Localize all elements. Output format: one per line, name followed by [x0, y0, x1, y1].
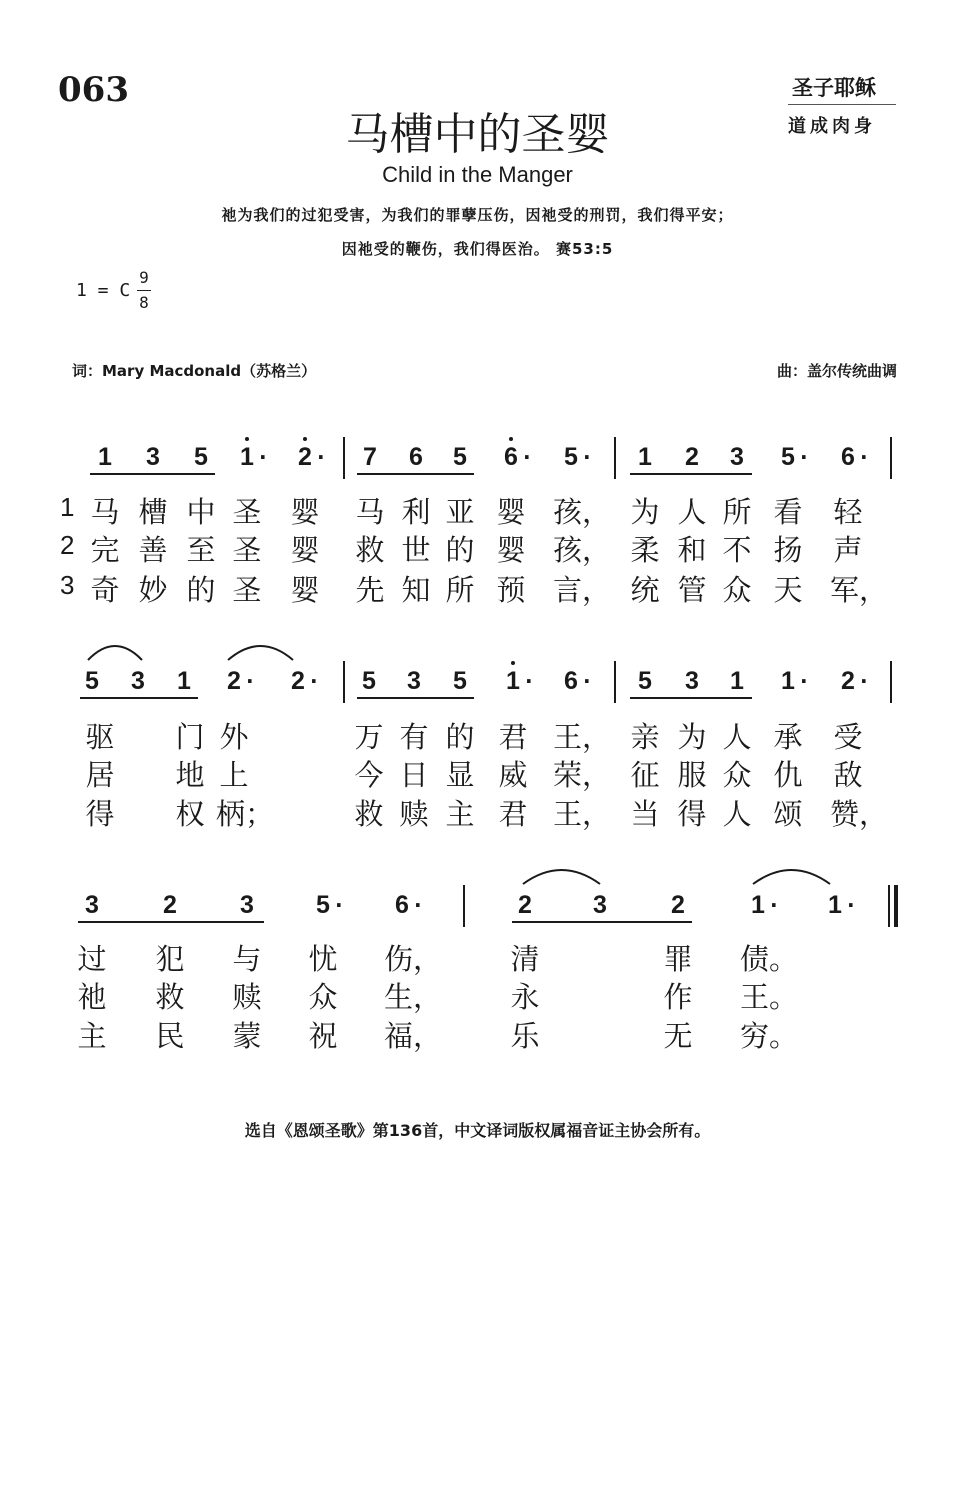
lyric-syllable: 王。 — [740, 980, 799, 1014]
note: 1 — [177, 667, 191, 695]
hymn-title: 马槽中的圣婴 — [345, 109, 610, 160]
lyric-syllable: 至 — [186, 533, 216, 567]
composer-credit: 曲：盖尔传统曲调 — [776, 362, 897, 380]
lyric-syllable: 婴 — [290, 573, 320, 607]
lyric-syllable: 伤， — [384, 942, 443, 976]
note: 6 — [504, 443, 518, 471]
lyric-syllable: 马 — [90, 495, 120, 529]
lyric-syllable: 孩， — [553, 495, 612, 529]
lyric-syllable: 的 — [445, 720, 475, 754]
note: 5 — [194, 443, 208, 471]
hymn-subtitle: Child in the Manger — [382, 162, 573, 187]
note: 5 — [453, 443, 467, 471]
augmentation-dot: · — [525, 669, 533, 693]
final-barline — [894, 885, 898, 927]
augmentation-dot: · — [259, 445, 267, 469]
lyric-syllable: 颂 — [773, 797, 803, 831]
note: 3 — [685, 667, 699, 695]
note: 3 — [407, 667, 421, 695]
lyric-syllable: 今 — [354, 758, 384, 792]
lyric-syllable: 世 — [401, 533, 431, 567]
category-sub: 道成肉身 — [788, 116, 876, 137]
lyric-syllable: 人 — [722, 797, 752, 831]
lyric-syllable: 预 — [496, 573, 526, 607]
lyric-syllable: 众 — [308, 980, 338, 1014]
augmentation-dot: · — [246, 669, 254, 693]
slur — [228, 642, 293, 662]
note: 1 — [638, 443, 652, 471]
lyric-syllable: 知 — [401, 573, 431, 607]
lyric-syllable: 所 — [722, 495, 752, 529]
note: 5 — [564, 443, 578, 471]
lyric-syllable: 祝 — [308, 1019, 338, 1053]
note: 2 — [518, 891, 532, 919]
lyric-syllable: 驱 — [85, 720, 115, 754]
eighth-underline — [512, 921, 692, 923]
note: 5 — [316, 891, 330, 919]
lyric-syllable: 不 — [722, 533, 752, 567]
lyric-syllable: 婴 — [496, 495, 526, 529]
note: 7 — [363, 443, 377, 471]
lyric-syllable: 众 — [722, 573, 752, 607]
lyric-syllable: 救 — [354, 797, 384, 831]
barline — [890, 437, 892, 479]
lyric-syllable: 言， — [553, 573, 612, 607]
lyric-syllable: 忧 — [308, 942, 338, 976]
lyric-syllable: 人 — [677, 495, 707, 529]
note: 6 — [564, 667, 578, 695]
note: 5 — [362, 667, 376, 695]
lyric-syllable: 善 — [138, 533, 168, 567]
lyric-syllable: 亲 — [630, 720, 660, 754]
lyric-syllable: 统 — [630, 573, 660, 607]
note: 1 — [240, 443, 254, 471]
lyric-syllable: 众 — [722, 758, 752, 792]
lyric-syllable: 圣 — [232, 533, 262, 567]
lyric-syllable: 祂 — [77, 980, 107, 1014]
lyric-syllable: 声 — [833, 533, 863, 567]
verse-number: 3 — [60, 570, 75, 600]
lyric-syllable: 无 — [663, 1019, 693, 1053]
note: 3 — [146, 443, 160, 471]
note: 3 — [85, 891, 99, 919]
lyric-syllable: 永 — [510, 980, 540, 1014]
lyric-syllable: 有 — [399, 720, 429, 754]
lyric-syllable: 清 — [510, 942, 540, 976]
lyric-syllable: 君 — [498, 797, 528, 831]
lyric-syllable: 君 — [498, 720, 528, 754]
slur — [88, 642, 142, 662]
augmentation-dot: · — [847, 893, 855, 917]
verse-number: 2 — [60, 530, 75, 560]
lyric-syllable: 敌 — [833, 758, 863, 792]
lyric-syllable: 人 — [722, 720, 752, 754]
lyric-syllable: 所 — [445, 573, 475, 607]
note: 2 — [841, 667, 855, 695]
lyric-syllable: 赞， — [830, 797, 889, 831]
augmentation-dot: · — [800, 669, 808, 693]
augmentation-dot: · — [860, 445, 868, 469]
lyric-syllable: 万 — [354, 720, 384, 754]
note: 2 — [298, 443, 312, 471]
lyric-syllable: 居 — [85, 758, 115, 792]
lyric-syllable: 主 — [445, 797, 475, 831]
lyric-syllable: 赎 — [399, 797, 429, 831]
lyric-syllable: 荣， — [553, 758, 612, 792]
eighth-underline — [90, 473, 215, 475]
note: 2 — [685, 443, 699, 471]
key-signature: 1 = C — [76, 280, 131, 301]
lyric-syllable: 槽 — [138, 495, 168, 529]
lyric-syllable: 赎 — [232, 980, 262, 1014]
augmentation-dot: · — [583, 445, 591, 469]
lyric-syllable: 马 — [355, 495, 385, 529]
lyric-syllable: 得 — [85, 797, 115, 831]
note: 2 — [671, 891, 685, 919]
scripture-line-1: 祂为我们的过犯受害，为我们的罪孽压伤，因祂受的刑罚，我们得平安； — [221, 206, 734, 224]
note: 3 — [730, 443, 744, 471]
lyric-syllable: 征 — [630, 758, 660, 792]
note: 1 — [98, 443, 112, 471]
note: 3 — [240, 891, 254, 919]
lyric-syllable: 乐 — [510, 1019, 540, 1053]
octave-dot — [509, 437, 513, 441]
slur — [523, 866, 600, 886]
lyric-syllable: 服 — [677, 758, 707, 792]
lyric-syllable: 蒙 — [232, 1019, 262, 1053]
barline — [343, 437, 345, 479]
lyric-syllable: 先 — [355, 573, 385, 607]
octave-dot — [303, 437, 307, 441]
lyric-syllable: 仇 — [773, 758, 803, 792]
verse-number: 1 — [60, 492, 75, 522]
note: 1 — [781, 667, 795, 695]
lyric-syllable: 门 — [175, 720, 205, 754]
lyric-syllable: 显 — [445, 758, 475, 792]
augmentation-dot: · — [860, 669, 868, 693]
lyric-syllable: 王， — [553, 720, 612, 754]
lyric-syllable: 柔 — [630, 533, 660, 567]
augmentation-dot: · — [523, 445, 531, 469]
time-signature — [136, 266, 152, 315]
lyric-syllable: 王， — [553, 797, 612, 831]
note: 5 — [453, 667, 467, 695]
note: 1 — [506, 667, 520, 695]
lyric-syllable: 地 — [175, 758, 205, 792]
eighth-underline — [630, 697, 752, 699]
lyric-syllable: 婴 — [496, 533, 526, 567]
barline — [890, 661, 892, 703]
lyric-syllable: 穷。 — [740, 1019, 799, 1053]
note: 5 — [781, 443, 795, 471]
eighth-underline — [78, 921, 264, 923]
augmentation-dot: · — [770, 893, 778, 917]
eighth-underline — [80, 697, 198, 699]
lyric-syllable: 管 — [677, 573, 707, 607]
copyright-footer: 选自《恩颂圣歌》第136首，中文译词版权属福音证主协会所有。 — [244, 1121, 711, 1140]
note: 6 — [409, 443, 423, 471]
note: 5 — [85, 667, 99, 695]
eighth-underline — [357, 473, 474, 475]
lyric-syllable: 婴 — [290, 533, 320, 567]
note: 6 — [395, 891, 409, 919]
slur — [753, 866, 830, 886]
lyric-syllable: 和 — [677, 533, 707, 567]
lyric-syllable: 生， — [384, 980, 443, 1014]
lyric-syllable: 扬 — [773, 533, 803, 567]
augmentation-dot: · — [310, 669, 318, 693]
note: 2 — [163, 891, 177, 919]
lyric-syllable: 的 — [445, 533, 475, 567]
scripture-line-2: 因祂受的鞭伤，我们得医治。 赛53:5 — [341, 240, 614, 258]
octave-dot — [245, 437, 249, 441]
note: 1 — [730, 667, 744, 695]
note: 5 — [638, 667, 652, 695]
eighth-underline — [630, 473, 752, 475]
lyric-syllable: 妙 — [138, 573, 168, 607]
note: 2 — [227, 667, 241, 695]
lyric-syllable: 轻 — [833, 495, 863, 529]
barline — [614, 661, 616, 703]
category-main: 圣子耶稣 — [792, 75, 876, 100]
lyric-syllable: 犯 — [155, 942, 185, 976]
lyric-syllable: 圣 — [232, 495, 262, 529]
octave-dot — [511, 661, 515, 665]
lyric-syllable: 得 — [677, 797, 707, 831]
lyric-syllable: 外 — [219, 720, 249, 754]
lyric-syllable: 的 — [186, 573, 216, 607]
time-signature-top: 9 — [139, 268, 149, 287]
note: 1 — [828, 891, 842, 919]
note: 3 — [593, 891, 607, 919]
lyric-syllable: 中 — [186, 495, 216, 529]
lyric-syllable: 柄； — [216, 797, 275, 831]
lyric-syllable: 债。 — [740, 942, 799, 976]
lyric-syllable: 为 — [630, 495, 660, 529]
augmentation-dot: · — [800, 445, 808, 469]
lyric-syllable: 奇 — [90, 573, 120, 607]
barline — [614, 437, 616, 479]
note: 1 — [751, 891, 765, 919]
augmentation-dot: · — [583, 669, 591, 693]
lyric-syllable: 日 — [399, 758, 429, 792]
barline — [463, 885, 465, 927]
note: 3 — [131, 667, 145, 695]
lyric-syllable: 受 — [833, 720, 863, 754]
lyric-syllable: 罪 — [663, 942, 693, 976]
lyricist-credit: 词：Mary Macdonald（苏格兰） — [72, 362, 317, 380]
lyric-syllable: 承 — [773, 720, 803, 754]
lyric-syllable: 上 — [219, 758, 249, 792]
lyric-syllable: 作 — [663, 980, 693, 1014]
lyric-syllable: 为 — [677, 720, 707, 754]
lyric-syllable: 婴 — [290, 495, 320, 529]
lyric-syllable: 圣 — [232, 573, 262, 607]
lyric-syllable: 完 — [90, 533, 120, 567]
lyric-syllable: 利 — [401, 495, 431, 529]
augmentation-dot: · — [317, 445, 325, 469]
lyric-syllable: 孩， — [553, 533, 612, 567]
augmentation-dot: · — [414, 893, 422, 917]
lyric-syllable: 亚 — [445, 495, 475, 529]
lyric-syllable: 天 — [773, 573, 803, 607]
note: 2 — [291, 667, 305, 695]
lyric-syllable: 威 — [498, 758, 528, 792]
note: 6 — [841, 443, 855, 471]
lyric-syllable: 民 — [155, 1019, 185, 1053]
lyric-syllable: 与 — [232, 942, 262, 976]
time-signature-bottom: 8 — [139, 293, 149, 312]
barline — [888, 885, 890, 927]
hymn-number: 063 — [58, 70, 129, 110]
lyric-syllable: 权 — [175, 797, 205, 831]
lyric-syllable: 主 — [77, 1019, 107, 1053]
lyric-syllable: 福， — [384, 1019, 443, 1053]
eighth-underline — [357, 697, 474, 699]
augmentation-dot: · — [335, 893, 343, 917]
lyric-syllable: 当 — [630, 797, 660, 831]
lyric-syllable: 过 — [77, 942, 107, 976]
lyric-syllable: 救 — [355, 533, 385, 567]
lyric-syllable: 军， — [830, 573, 889, 607]
barline — [343, 661, 345, 703]
lyric-syllable: 看 — [773, 495, 803, 529]
lyric-syllable: 救 — [155, 980, 185, 1014]
